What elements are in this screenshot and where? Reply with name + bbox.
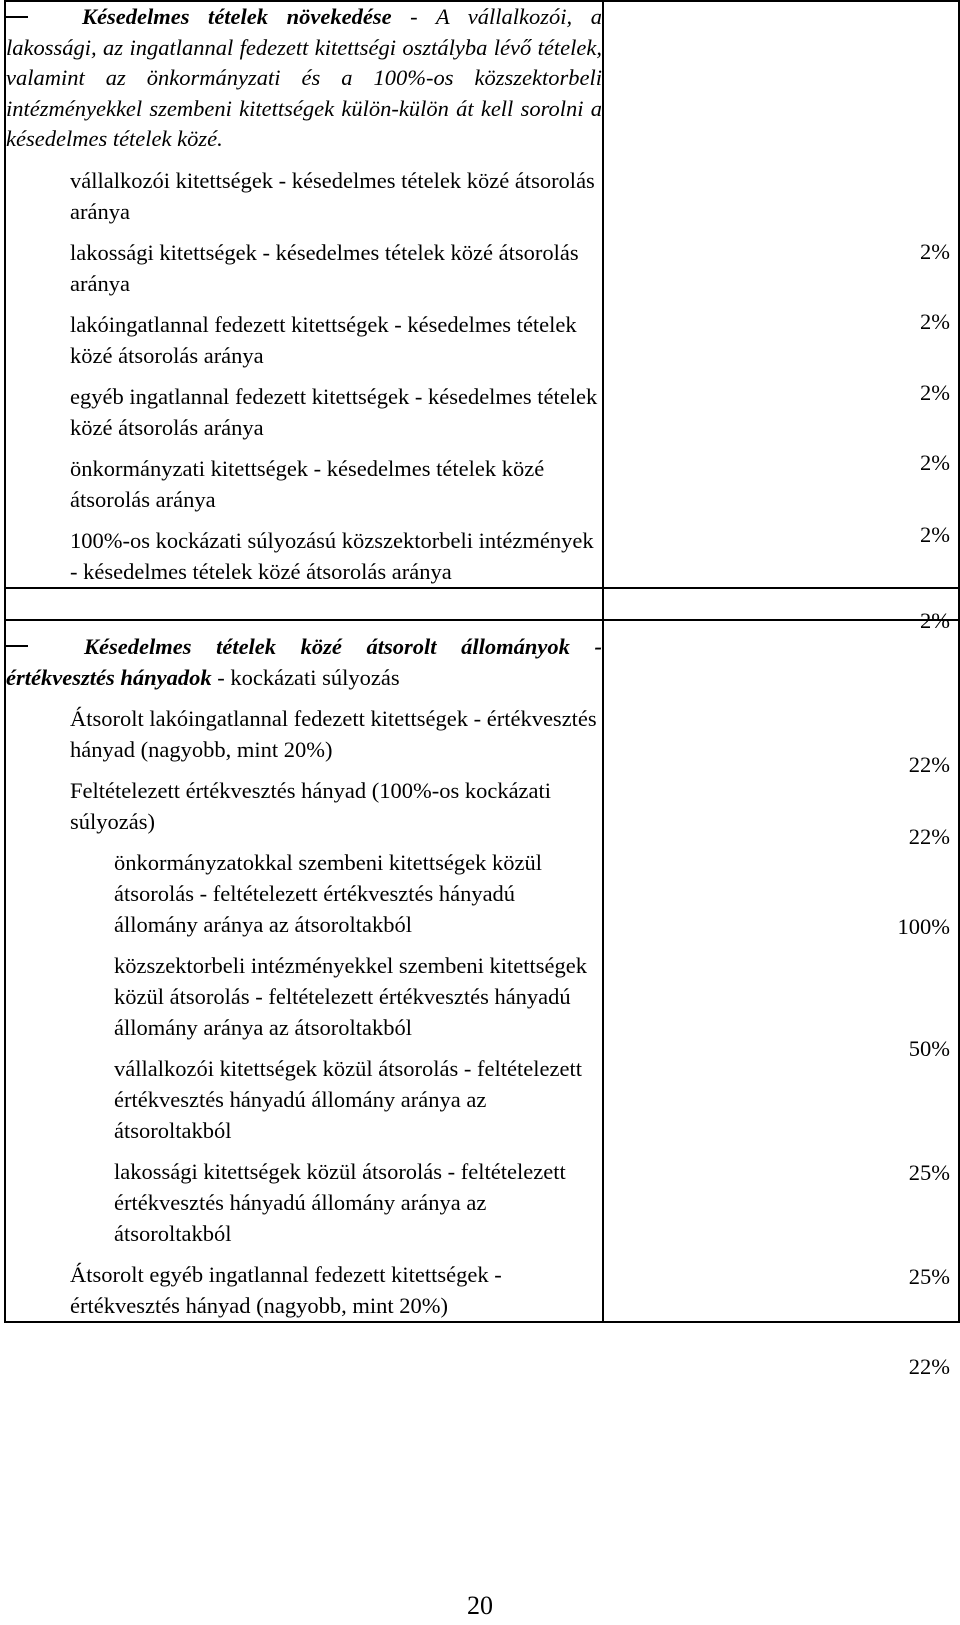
section-2-item-label: Átsorolt lakóingatlannal fedezett kitettségek - értékvesztés hányad (nagyobb, mint 20%): [70, 705, 597, 762]
parameter-table: [4, 0, 960, 1379]
section-2-item-label: közszektorbeli intézményekkel szembeni kitettségek közül átsorolás - feltételezett értékvesztés hányadú állomány aránya az átsoroltakból: [114, 952, 587, 1040]
section-1-header: [6, 2, 602, 155]
section-1-labels: [5, 1, 603, 588]
section-2-item-value: 25%: [908, 1263, 950, 1289]
dash-bullet: [6, 645, 28, 647]
spacer-cell-right: [603, 588, 959, 620]
section-2-item-value: 22%: [908, 1353, 950, 1379]
section-2-row: [5, 620, 959, 1322]
section-2-item-label: Átsorolt egyéb ingatlannal fedezett kitettségek - értékvesztés hányad (nagyobb, mint 20%): [70, 1261, 502, 1318]
section-1-item-value: 2%: [920, 309, 950, 334]
section-2-header-bold: Késedelmes tételek közé átsorolt állományok - értékvesztés hányadok: [6, 633, 602, 690]
section-2-item-value: 22%: [908, 751, 950, 777]
spacer-row: [5, 588, 959, 620]
section-1-item-value: 2%: [920, 380, 950, 405]
section-1-item-label: vállalkozói kitettségek - késedelmes tételek közé átsorolás aránya: [70, 167, 595, 224]
section-1-values: [603, 1, 959, 633]
section-2-values: [603, 620, 959, 1379]
section-2-item-label: lakossági kitettségek közül átsorolás - feltételezett értékvesztés hányadú állomány aránya az átsoroltakból: [114, 1158, 566, 1246]
section-2-header: [6, 631, 602, 693]
spacer-cell-left: [5, 588, 603, 620]
section-1-row: [5, 1, 959, 588]
section-1-item-value: 2%: [920, 608, 950, 633]
section-1-header-bold: Késedelmes tételek növekedése: [82, 4, 392, 29]
section-2-item-label: Feltételezett értékvesztés hányad (100%-os kockázati súlyozás): [70, 777, 552, 834]
section-2-labels: [5, 620, 603, 1322]
section-1-header-text: - A vállalkozói, a lakossági, az ingatlannal fedezett kitettségi osztályba lévő tételek, valamint az önkormányzati és a 100%-os közszektorbeli intézményekkel szembeni kitettségek külön-külön át kell sorolni a késedelmes tételek közé.: [6, 4, 602, 151]
section-2-item-value: 50%: [908, 1035, 950, 1061]
section-1-item-label: lakóingatlannal fedezett kitettségek - késedelmes tételek közé átsorolás aránya: [70, 311, 577, 368]
dash-bullet: [6, 16, 28, 18]
page-number: 20: [467, 1591, 493, 1620]
section-2-item-value: 100%: [897, 913, 950, 939]
section-1-item-label: lakossági kitettségek - késedelmes tételek közé átsorolás aránya: [70, 239, 579, 296]
section-1-item-value: 2%: [920, 450, 950, 475]
section-2-item-value: 25%: [908, 1159, 950, 1185]
section-1-item-label: önkormányzati kitettségek - késedelmes tételek közé átsorolás aránya: [70, 455, 545, 512]
section-1-item-value: 2%: [920, 239, 950, 264]
section-2-item-value: 22%: [908, 823, 950, 849]
section-1-item-label: 100%-os kockázati súlyozású közszektorbeli intézmények - késedelmes tételek közé átsorolás aránya: [70, 527, 594, 584]
section-2-item-label: vállalkozói kitettségek közül átsorolás - feltételezett értékvesztés hányadú állomány aránya az átsoroltakból: [114, 1055, 582, 1143]
section-1-item-value: 2%: [920, 522, 950, 547]
section-1-item-label: egyéb ingatlannal fedezett kitettségek - késedelmes tételek közé átsorolás aránya: [70, 383, 598, 440]
section-2-item-label: önkormányzatokkal szembeni kitettségek közül átsorolás - feltételezett értékvesztés hányadú állomány aránya az átsoroltakból: [114, 849, 542, 937]
section-2-header-text: - kockázati súlyozás: [211, 664, 400, 690]
